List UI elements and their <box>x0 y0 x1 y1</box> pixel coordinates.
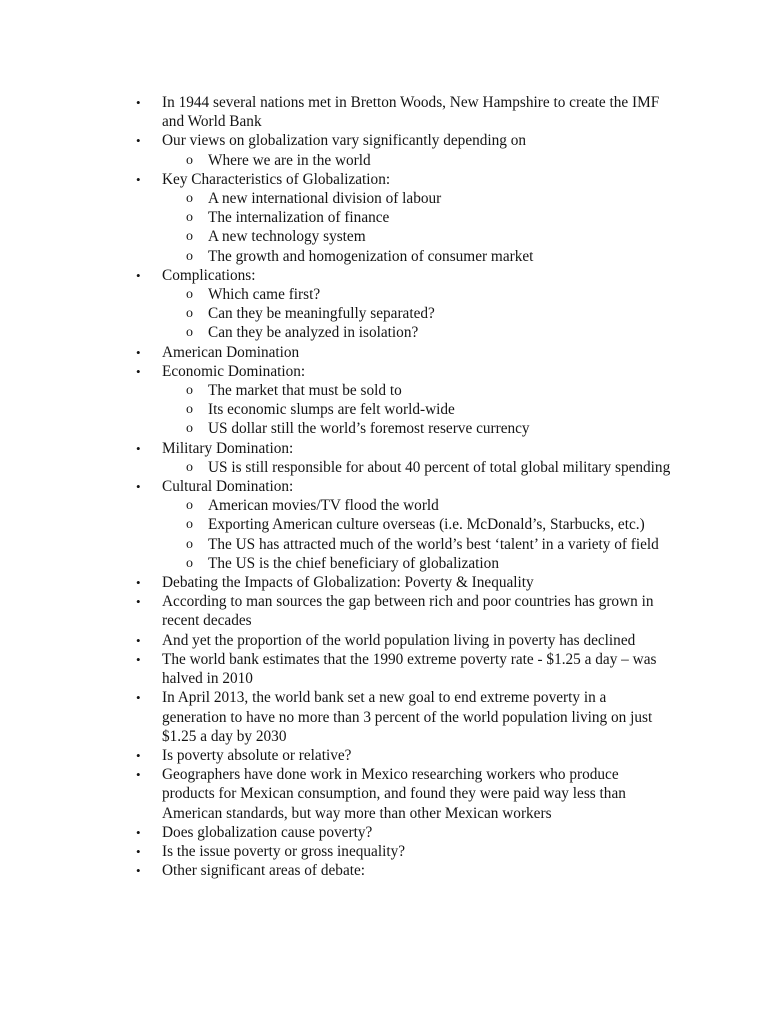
sub-bullet-item <box>0 208 676 227</box>
bullet-marker: • <box>136 171 141 187</box>
bullet-marker: • <box>136 363 141 379</box>
bullet-text: Debating the Impacts of Globalization: Poverty & Inequality <box>162 574 534 592</box>
bullet-text: US is still responsible for about 40 percent of total global military spending <box>208 458 671 476</box>
sub-bullet-marker: o <box>186 459 193 475</box>
sub-bullet-item <box>0 535 676 554</box>
bullet-item <box>0 362 674 381</box>
bullet-marker: • <box>136 767 141 783</box>
bullet-marker: • <box>136 632 141 648</box>
bullet-text: American movies/TV flood the world <box>208 497 439 515</box>
sub-bullet-item <box>0 323 676 342</box>
bullet-item <box>0 93 674 131</box>
sub-bullet-item <box>0 458 676 477</box>
sub-bullet-marker: o <box>186 555 193 571</box>
bullet-item <box>0 631 674 650</box>
bullet-marker: • <box>136 440 141 456</box>
bullet-outline <box>0 93 784 880</box>
bullet-item <box>0 688 674 746</box>
bullet-text: The internalization of finance <box>208 209 390 227</box>
bullet-item <box>0 765 674 823</box>
sub-bullet-marker: o <box>186 229 193 245</box>
bullet-marker: • <box>136 344 141 360</box>
sub-bullet-item <box>0 285 676 304</box>
bullet-text: The growth and homogenization of consumer market <box>208 247 534 265</box>
sub-bullet-item <box>0 419 676 438</box>
bullet-text: Other significant areas of debate: <box>162 862 366 880</box>
bullet-item <box>0 170 674 189</box>
bullet-text: Where we are in the world <box>208 151 371 169</box>
sub-bullet-item <box>0 247 676 266</box>
bullet-text: In 1944 several nations met in Bretton Woods, New Hampshire to create the IMF and World Bank <box>162 94 660 131</box>
bullet-text: Its economic slumps are felt world-wide <box>208 401 455 419</box>
bullet-marker: • <box>136 747 141 763</box>
sub-bullet-marker: o <box>186 210 193 226</box>
bullet-text: Complications: <box>162 266 256 284</box>
sub-bullet-marker: o <box>186 498 193 514</box>
bullet-text: Our views on globalization vary significantly depending on <box>162 132 527 150</box>
bullet-item <box>0 266 674 285</box>
bullet-item <box>0 439 674 458</box>
bullet-text: Military Domination: <box>162 439 294 457</box>
bullet-marker: • <box>136 690 141 706</box>
bullet-marker: • <box>136 594 141 610</box>
bullet-text: Economic Domination: <box>162 362 306 380</box>
sub-bullet-item <box>0 381 676 400</box>
bullet-text: Key Characteristics of Globalization: <box>162 170 391 188</box>
sub-bullet-item <box>0 227 676 246</box>
bullet-text: Can they be analyzed in isolation? <box>208 324 419 342</box>
bullet-text: Exporting American culture overseas (i.e. McDonald’s, Starbucks, etc.) <box>208 516 645 534</box>
sub-bullet-marker: o <box>186 152 193 168</box>
bullet-marker: • <box>136 95 141 110</box>
sub-bullet-item <box>0 189 676 208</box>
bullet-marker: • <box>136 651 141 667</box>
sub-bullet-item <box>0 515 676 534</box>
bullet-marker: • <box>136 479 141 495</box>
sub-bullet-marker: o <box>186 536 193 552</box>
bullet-text: Cultural Domination: <box>162 478 294 496</box>
bullet-text: A new international division of labour <box>208 190 442 208</box>
bullet-text: According to man sources the gap between rich and poor countries has grown in recent decades <box>162 593 654 630</box>
sub-bullet-item <box>0 496 676 515</box>
sub-bullet-marker: o <box>186 191 193 207</box>
bullet-item <box>0 343 674 362</box>
sub-bullet-marker: o <box>186 402 193 418</box>
bullet-item <box>0 592 674 630</box>
bullet-item <box>0 842 674 861</box>
sub-bullet-item <box>0 151 676 170</box>
bullet-item <box>0 746 674 765</box>
bullet-text: Is the issue poverty or gross inequality? <box>162 842 406 860</box>
bullet-marker: • <box>136 575 141 591</box>
bullet-text: Which came first? <box>208 286 321 304</box>
bullet-text: American Domination <box>162 343 300 361</box>
bullet-item <box>0 650 674 688</box>
bullet-item <box>0 861 674 880</box>
bullet-marker: • <box>136 267 141 283</box>
bullet-text: A new technology system <box>208 228 366 246</box>
bullet-marker: • <box>136 824 141 840</box>
sub-bullet-marker: o <box>186 325 193 341</box>
sub-bullet-marker: o <box>186 421 193 437</box>
sub-bullet-marker: o <box>186 517 193 533</box>
bullet-text: The market that must be sold to <box>208 382 402 400</box>
bullet-item <box>0 573 674 592</box>
sub-bullet-marker: o <box>186 287 193 303</box>
bullet-text: The US is the chief beneficiary of globalization <box>208 554 499 572</box>
bullet-text: And yet the proportion of the world population living in poverty has declined <box>162 631 636 649</box>
bullet-item <box>0 131 674 150</box>
bullet-text: Geographers have done work in Mexico researching workers who produce products for Mexican consumption, and found they were paid way less than American standards, but way more than other Mexican workers <box>162 766 626 822</box>
sub-bullet-item <box>0 554 676 573</box>
sub-bullet-item <box>0 400 676 419</box>
bullet-marker: • <box>136 843 141 859</box>
sub-bullet-item <box>0 304 676 323</box>
bullet-text: The world bank estimates that the 1990 extreme poverty rate - $1.25 a day – was halved in 2010 <box>162 650 657 688</box>
sub-bullet-marker: o <box>186 306 193 322</box>
bullet-marker: • <box>136 133 141 149</box>
bullet-text: The US has attracted much of the world’s best ‘talent’ in a variety of field <box>208 535 659 553</box>
bullet-text: Is poverty absolute or relative? <box>162 746 352 764</box>
bullet-item <box>0 823 674 842</box>
bullet-text: Can they be meaningfully separated? <box>208 305 435 323</box>
bullet-text: Does globalization cause poverty? <box>162 823 373 841</box>
sub-bullet-marker: o <box>186 383 193 399</box>
sub-bullet-marker: o <box>186 248 193 264</box>
bullet-text: In April 2013, the world bank set a new goal to end extreme poverty in a generation to have no more than 3 percent of the world population living on just $1.25 a day by 2030 <box>162 689 653 745</box>
bullet-marker: • <box>136 863 141 879</box>
bullet-item <box>0 477 674 496</box>
bullet-text: US dollar still the world’s foremost reserve currency <box>208 420 530 438</box>
